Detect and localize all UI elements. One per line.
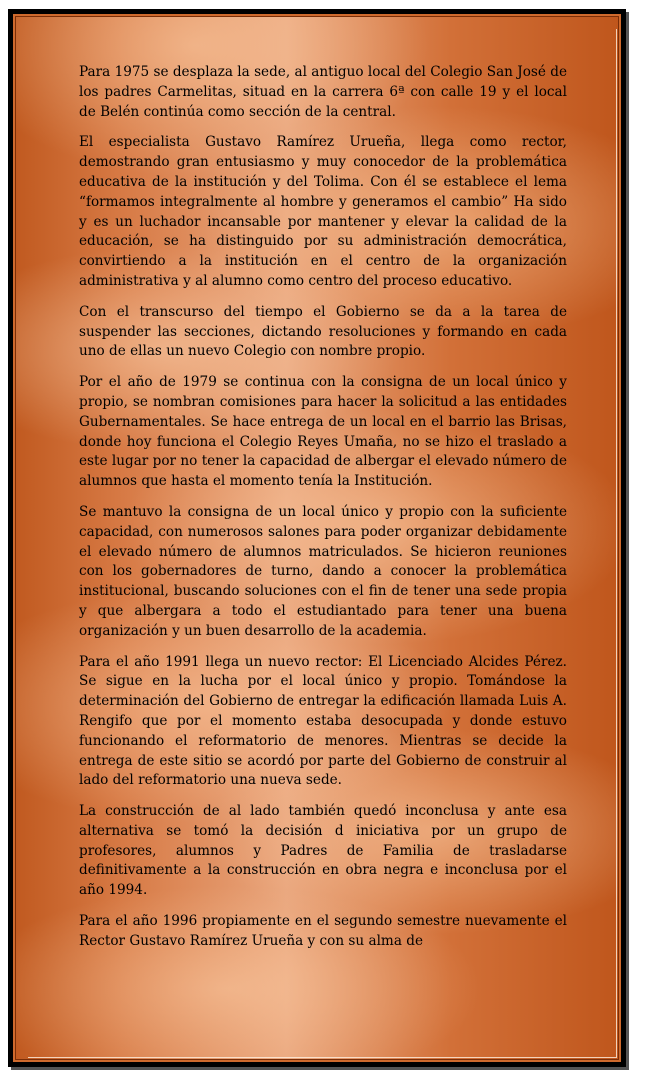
text-box-frame: [8, 9, 626, 1067]
paragraph: Por el año de 1979 se continua con la consigna de un local único y propio, se nombran comisiones para hacer la solicitud a las entidades Gubernamentales. Se hace entrega de un local en el barrio las Brisas, donde hoy funciona el Colegio Reyes Umaña, no se hizo el traslado a este lugar por no tener la capacidad de albergar el elevado número de alumnos que hasta el momento tenía la Institución.: [79, 374, 567, 490]
paragraph: Se mantuvo la consigna de un local único y propio con la suficiente capacidad, con numerosos salones para poder organizar debidamente el elevado número de alumnos matriculados. Se hicieron reuniones con los gobernadores de turno, dando a conocer la problemática institucional, buscando soluciones con el fin de tener una sede propia y que albergara a todo el estudiantado para tener una buena organización y un buen desarrollo de la academia.: [79, 503, 567, 639]
paragraph: El especialista Gustavo Ramírez Urueña, llega como rector, demostrando gran entusiasmo y muy conocedor de la problemática educativa de la institución y del Tolima. Con él se establece el lema “formamos integralmente al hombre y generamos el cambio” Ha sido y es un luchador incansable por mantener y elevar la calidad de la educación, se ha distinguido por su administración democrática, convirtiendo a la institución en el centro de la organización administrativa y al alumno como centro del proceso educativo.: [79, 134, 567, 289]
paragraph: La construcción de al lado también quedó inconclusa y ante esa alternativa se tomó la decisión d iniciativa por un grupo de profesores, alumnos y Padres de Familia de trasladarse definitivamente a la construcción en obra negra e inconclusa por el año 1994.: [79, 803, 567, 899]
document-body: [79, 63, 567, 963]
paragraph: Para el año 1996 propiamente en el segundo semestre nuevamente el Rector Gustavo Ramírez Urueña y con su alma de: [79, 913, 567, 949]
paragraph: Para 1975 se desplaza la sede, al antiguo local del Colegio San José de los padres Carmelitas, situad en la carrera 6ª con calle 19 y el local de Belén continúa como sección de la central.: [79, 64, 567, 120]
paragraph: Con el transcurso del tiempo el Gobierno se da a la tarea de suspender las secciones, dictando resoluciones y formando en cada uno de ellas un nuevo Colegio con nombre propio.: [79, 303, 567, 360]
paragraph: Para el año 1991 llega un nuevo rector: El Licenciado Alcides Pérez. Se sigue en la lucha por el local único y propio. Tomándose la determinación del Gobierno de entregar la edificación llamada Luis A. Rengifo que por el momento estaba desocupada y donde estuvo funcionando el reformatorio de menores. Mientras se decide la entrega de este sitio se acordó por parte del Gobierno de construir al lado del reformatorio una nueva sede.: [79, 653, 567, 789]
